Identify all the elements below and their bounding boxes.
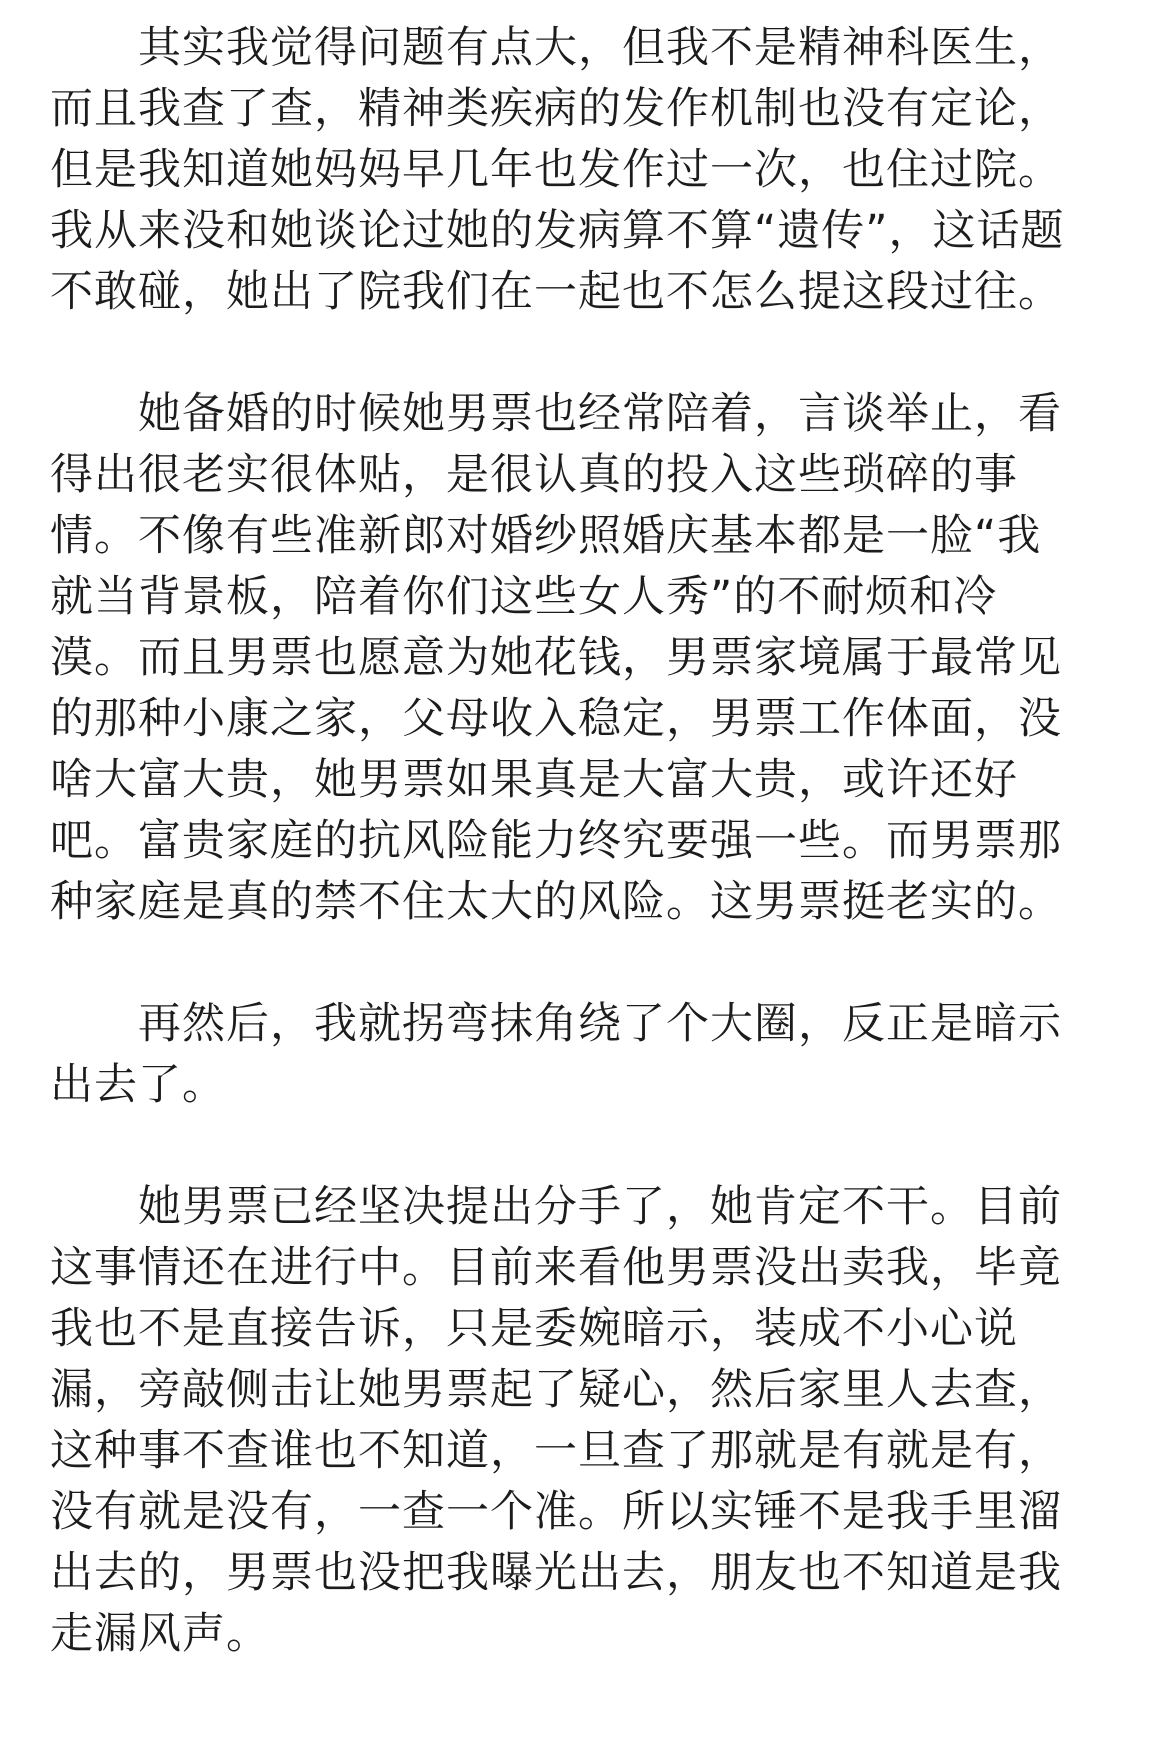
paragraph-3 xyxy=(50,994,1130,1116)
text-line: 情。不像有些准新郎对婚纱照婚庆基本都是一脸“我 xyxy=(50,511,1042,561)
text-line: 得出很老实很体贴，是很认真的投入这些琐碎的事 xyxy=(50,450,1018,500)
article-body xyxy=(50,18,1130,1726)
text-line: 这事情还在进行中。目前来看他男票没出卖我，毕竟 xyxy=(50,1243,1062,1293)
text-line: 的那种小康之家，父母收入稳定，男票工作体面，没 xyxy=(50,694,1062,744)
text-line: 出去的，男票也没把我曝光出去，朋友也不知道是我 xyxy=(50,1548,1062,1598)
text-line: 其实我觉得问题有点大，但我不是精神科医生， xyxy=(138,23,1062,73)
text-line: 出去了。 xyxy=(50,1060,226,1110)
text-line: 再然后，我就拐弯抹角绕了个大圈，反正是暗示 xyxy=(138,999,1062,1049)
text-line: 我也不是直接告诉，只是委婉暗示，装成不小心说 xyxy=(50,1304,1018,1354)
text-line: 种家庭是真的禁不住太大的风险。这男票挺老实的。 xyxy=(50,877,1062,927)
paragraph-4 xyxy=(50,1177,1130,1665)
text-line: 而且我查了查，精神类疾病的发作机制也没有定论， xyxy=(50,84,1062,134)
text-line: 漏，旁敲侧击让她男票起了疑心，然后家里人去查， xyxy=(50,1365,1062,1415)
text-line: 这种事不查谁也不知道，一旦查了那就是有就是有， xyxy=(50,1426,1062,1476)
text-line: 走漏风声。 xyxy=(50,1609,270,1659)
text-line: 她备婚的时候她男票也经常陪着，言谈举止，看 xyxy=(138,389,1062,439)
text-line: 啥大富大贵，她男票如果真是大富大贵，或许还好 xyxy=(50,755,1018,805)
text-line: 没有就是没有，一查一个准。所以实锤不是我手里溜 xyxy=(50,1487,1062,1537)
text-line: 她男票已经坚决提出分手了，她肯定不干。目前 xyxy=(138,1182,1062,1232)
paragraph-2 xyxy=(50,384,1130,933)
text-line: 吧。富贵家庭的抗风险能力终究要强一些。而男票那 xyxy=(50,816,1062,866)
text-line: 但是我知道她妈妈早几年也发作过一次，也住过院。 xyxy=(50,145,1062,195)
text-line: 不敢碰，她出了院我们在一起也不怎么提这段过往。 xyxy=(50,267,1062,317)
text-line: 就当背景板，陪着你们这些女人秀”的不耐烦和冷 xyxy=(50,572,998,622)
text-line: 漠。而且男票也愿意为她花钱，男票家境属于最常见 xyxy=(50,633,1062,683)
paragraph-1 xyxy=(50,18,1130,323)
text-line: 我从来没和她谈论过她的发病算不算“遗传”，这话题 xyxy=(50,206,1065,256)
